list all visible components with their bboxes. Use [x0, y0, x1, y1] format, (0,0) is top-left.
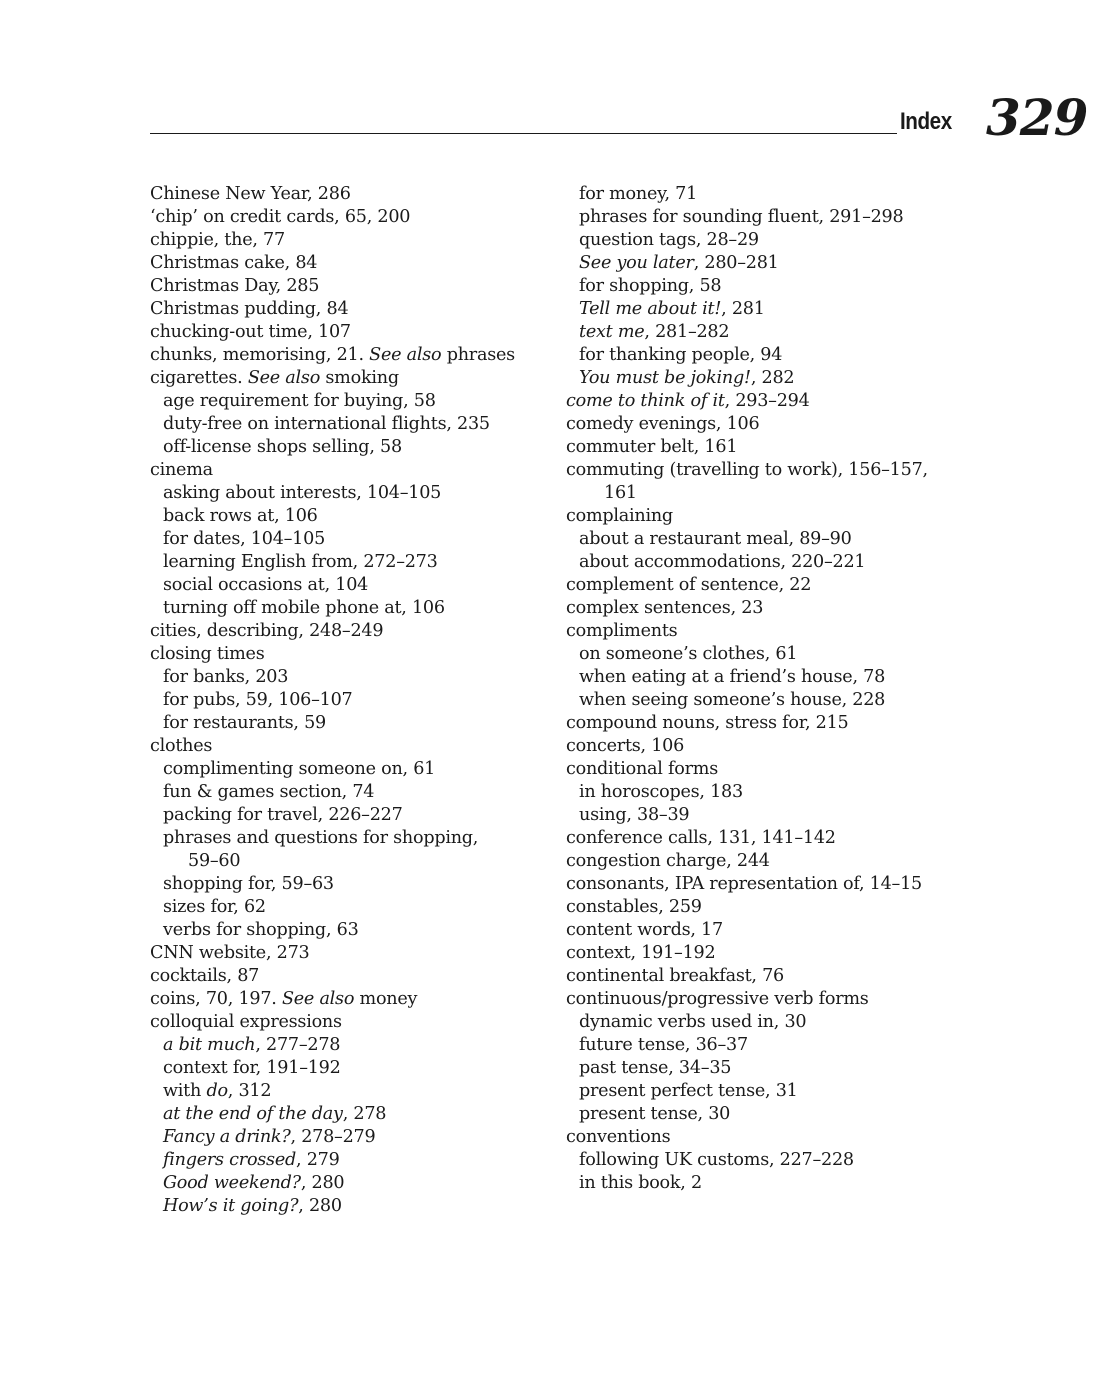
index-entry-text: chippie, the, 77 — [150, 230, 285, 250]
index-entry-text: , 280 — [300, 1173, 345, 1193]
index-main-entry — [150, 321, 550, 344]
header-rule — [150, 133, 897, 134]
index-entry-text: Good weekend? — [163, 1173, 301, 1193]
index-entry-text: age requirement for buying, 58 — [163, 391, 436, 411]
index-main-entry — [150, 298, 550, 321]
index-entry-text: concerts, 106 — [566, 736, 685, 756]
index-entry-text: for pubs, 59, 106–107 — [163, 690, 353, 710]
index-entry-text: Christmas cake, 84 — [150, 253, 318, 273]
index-entry-text: CNN website, 273 — [150, 943, 310, 963]
index-entry-text: cocktails, 87 — [150, 966, 260, 986]
index-main-entry — [566, 896, 986, 919]
index-main-entry — [566, 597, 986, 620]
index-entry-text: money — [354, 989, 418, 1009]
index-entry-text: phrases for sounding fluent, 291–298 — [579, 207, 904, 227]
index-main-entry — [566, 1126, 986, 1149]
index-subentry — [566, 551, 986, 574]
index-entry-text: do — [206, 1081, 228, 1101]
index-entry-text: Christmas Day, 285 — [150, 276, 320, 296]
index-subentry — [566, 804, 986, 827]
index-entry-text: dynamic verbs used in, 30 — [579, 1012, 807, 1032]
index-subentry — [150, 390, 550, 413]
index-subentry — [566, 321, 986, 344]
index-entry-text: text me — [579, 322, 645, 342]
index-main-entry — [150, 367, 550, 390]
index-subentry — [150, 1034, 550, 1057]
index-main-entry — [150, 942, 550, 965]
index-entry-text: for shopping, 58 — [579, 276, 722, 296]
index-entry-text: compliments — [566, 621, 678, 641]
index-subentry — [566, 1011, 986, 1034]
index-main-entry — [566, 459, 986, 482]
index-entry-text: context for, 191–192 — [163, 1058, 341, 1078]
index-main-entry — [566, 758, 986, 781]
index-entry-text: complaining — [566, 506, 673, 526]
index-entry-continuation — [566, 482, 986, 505]
index-entry-text: , 312 — [227, 1081, 272, 1101]
index-main-entry — [150, 183, 550, 206]
index-entry-text: , 279 — [296, 1150, 340, 1170]
index-entry-text: , 282 — [750, 368, 795, 388]
index-main-entry — [566, 390, 986, 413]
index-entry-text: , 277–278 — [255, 1035, 341, 1055]
index-main-entry — [150, 965, 550, 988]
index-subentry — [566, 367, 986, 390]
index-entry-text: commuting (travelling to work), 156–157, — [566, 460, 928, 480]
index-entry-text: clothes — [150, 736, 213, 756]
index-entry-text: in horoscopes, 183 — [579, 782, 743, 802]
index-entry-text: , 281–282 — [644, 322, 730, 342]
index-main-entry — [566, 988, 986, 1011]
index-main-entry — [150, 252, 550, 275]
index-entry-text: for dates, 104–105 — [163, 529, 326, 549]
index-subentry — [150, 919, 550, 942]
index-main-entry — [150, 344, 550, 367]
index-entry-text: back rows at, 106 — [163, 506, 318, 526]
index-subentry — [566, 689, 986, 712]
index-main-entry — [150, 275, 550, 298]
index-entry-text: present tense, 30 — [579, 1104, 731, 1124]
index-entry-text: shopping for, 59–63 — [163, 874, 334, 894]
index-entry-text: past tense, 34–35 — [579, 1058, 732, 1078]
index-entry-text: turning off mobile phone at, 106 — [163, 598, 445, 618]
index-subentry — [150, 781, 550, 804]
index-subentry — [150, 689, 550, 712]
index-subentry — [150, 1149, 550, 1172]
index-entry-text: , 280–281 — [693, 253, 779, 273]
index-main-entry — [566, 574, 986, 597]
index-subentry — [150, 413, 550, 436]
index-subentry — [566, 528, 986, 551]
index-entry-text: present perfect tense, 31 — [579, 1081, 798, 1101]
index-entry-text: about a restaurant meal, 89–90 — [579, 529, 852, 549]
index-subentry — [566, 206, 986, 229]
index-entry-text: using, 38–39 — [579, 805, 690, 825]
index-subentry — [566, 1057, 986, 1080]
index-subentry — [566, 781, 986, 804]
index-entry-text: off-license shops selling, 58 — [163, 437, 402, 457]
index-entry-text: 161 — [604, 483, 637, 503]
index-entry-text: cities, describing, 248–249 — [150, 621, 384, 641]
index-entry-text: complex sentences, 23 — [566, 598, 764, 618]
index-entry-text: chucking-out time, 107 — [150, 322, 351, 342]
index-subentry — [150, 1126, 550, 1149]
index-entry-text: cigarettes. — [150, 368, 248, 388]
index-subentry — [566, 252, 986, 275]
index-entry-text: continental breakfast, 76 — [566, 966, 784, 986]
index-entry-text: in this book, 2 — [579, 1173, 702, 1193]
index-entry-text: learning English from, 272–273 — [163, 552, 438, 572]
index-entry-text: coins, 70, 197. — [150, 989, 282, 1009]
index-entry-text: question tags, 28–29 — [579, 230, 759, 250]
index-subentry — [150, 666, 550, 689]
index-entry-text: , 280 — [298, 1196, 342, 1216]
index-main-entry — [150, 229, 550, 252]
index-entry-text: See also — [247, 368, 321, 388]
index-subentry — [566, 1149, 986, 1172]
index-entry-text: cinema — [150, 460, 213, 480]
index-entry-text: comedy evenings, 106 — [566, 414, 760, 434]
index-entry-text: for money, 71 — [579, 184, 698, 204]
index-entry-text: following UK customs, 227–228 — [579, 1150, 854, 1170]
index-entry-text: , 278–279 — [290, 1127, 376, 1147]
index-main-entry — [150, 206, 550, 229]
index-main-entry — [566, 919, 986, 942]
index-entry-text: asking about interests, 104–105 — [163, 483, 442, 503]
index-main-entry — [566, 735, 986, 758]
index-entry-text: consonants, IPA representation of, 14–15 — [566, 874, 922, 894]
index-entry-text: You must be joking! — [579, 368, 751, 388]
index-entry-text: closing times — [150, 644, 265, 664]
index-entry-text: conference calls, 131, 141–142 — [566, 828, 836, 848]
index-subentry — [566, 1172, 986, 1195]
index-entry-text: , 293–294 — [724, 391, 810, 411]
index-entry-text: for restaurants, 59 — [163, 713, 327, 733]
index-subentry — [150, 551, 550, 574]
index-main-entry — [150, 459, 550, 482]
index-entry-text: sizes for, 62 — [163, 897, 266, 917]
index-main-entry — [566, 850, 986, 873]
index-subentry — [566, 298, 986, 321]
index-main-entry — [566, 965, 986, 988]
index-entry-text: See also — [281, 989, 355, 1009]
index-entry-text: , 278 — [342, 1104, 387, 1124]
index-entry-text: fingers crossed — [163, 1150, 297, 1170]
index-subentry — [150, 873, 550, 896]
index-entry-text: See also — [369, 345, 442, 365]
index-entry-text: smoking — [320, 368, 399, 388]
index-main-entry — [566, 942, 986, 965]
index-entry-continuation — [150, 850, 550, 873]
index-column-left — [150, 183, 550, 1218]
index-entry-text: , 281 — [721, 299, 765, 319]
index-entry-text: when eating at a friend’s house, 78 — [579, 667, 886, 687]
index-entry-text: See you later — [579, 253, 694, 273]
index-entry-text: conventions — [566, 1127, 671, 1147]
running-header-title: Index — [900, 108, 952, 135]
index-subentry — [150, 436, 550, 459]
index-subentry — [566, 666, 986, 689]
index-subentry — [150, 804, 550, 827]
index-entry-text: phrases — [441, 345, 515, 365]
index-subentry — [150, 712, 550, 735]
index-entry-text: congestion charge, 244 — [566, 851, 770, 871]
index-entry-text: constables, 259 — [566, 897, 702, 917]
index-entry-text: context, 191–192 — [566, 943, 716, 963]
index-entry-text: compound nouns, stress for, 215 — [566, 713, 849, 733]
index-subentry — [150, 1080, 550, 1103]
index-subentry — [150, 482, 550, 505]
index-subentry — [566, 1103, 986, 1126]
index-entry-text: social occasions at, 104 — [163, 575, 369, 595]
index-entry-text: 59–60 — [188, 851, 241, 871]
index-entry-text: commuter belt, 161 — [566, 437, 738, 457]
index-entry-text: complement of sentence, 22 — [566, 575, 812, 595]
index-entry-text: Chinese New Year, 286 — [150, 184, 351, 204]
index-subentry — [150, 597, 550, 620]
index-entry-text: Fancy a drink? — [163, 1127, 291, 1147]
index-entry-text: duty-free on international flights, 235 — [163, 414, 490, 434]
index-entry-text: phrases and questions for shopping, — [163, 828, 479, 848]
index-entry-text: verbs for shopping, 63 — [163, 920, 359, 940]
index-entry-text: complimenting someone on, 61 — [163, 759, 436, 779]
index-subentry — [150, 505, 550, 528]
index-entry-text: continuous/progressive verb forms — [566, 989, 869, 1009]
index-main-entry — [150, 735, 550, 758]
index-subentry — [150, 528, 550, 551]
index-subentry — [150, 1195, 550, 1218]
index-entry-text: at the end of the day — [163, 1104, 343, 1124]
index-entry-text: with — [163, 1081, 207, 1101]
index-main-entry — [566, 413, 986, 436]
index-subentry — [566, 1034, 986, 1057]
index-entry-text: chunks, memorising, 21. — [150, 345, 370, 365]
index-entry-text: for banks, 203 — [163, 667, 289, 687]
index-column-right — [566, 183, 986, 1195]
index-entry-text: Christmas pudding, 84 — [150, 299, 349, 319]
index-entry-text: when seeing someone’s house, 228 — [579, 690, 886, 710]
index-subentry — [150, 1172, 550, 1195]
index-subentry — [566, 344, 986, 367]
index-main-entry — [150, 1011, 550, 1034]
index-subentry — [150, 1103, 550, 1126]
index-main-entry — [566, 436, 986, 459]
index-entry-text: fun & games section, 74 — [163, 782, 375, 802]
index-main-entry — [150, 620, 550, 643]
index-subentry — [566, 183, 986, 206]
index-subentry — [150, 896, 550, 919]
index-entry-text: Tell me about it! — [579, 299, 722, 319]
index-main-entry — [566, 873, 986, 896]
index-entry-text: How’s it going? — [163, 1196, 299, 1216]
index-entry-text: ‘chip’ on credit cards, 65, 200 — [150, 207, 411, 227]
index-main-entry — [566, 505, 986, 528]
index-entry-text: colloquial expressions — [150, 1012, 342, 1032]
index-entry-text: a bit much — [163, 1035, 256, 1055]
index-entry-text: future tense, 36–37 — [579, 1035, 748, 1055]
index-entry-text: come to think of it — [566, 391, 725, 411]
index-subentry — [566, 643, 986, 666]
index-main-entry — [566, 620, 986, 643]
index-subentry — [566, 275, 986, 298]
index-entry-text: on someone’s clothes, 61 — [579, 644, 798, 664]
index-main-entry — [150, 643, 550, 666]
index-subentry — [566, 1080, 986, 1103]
page-number: 329 — [986, 88, 1088, 147]
index-main-entry — [150, 988, 550, 1011]
index-main-entry — [566, 827, 986, 850]
index-subentry — [150, 574, 550, 597]
index-entry-text: content words, 17 — [566, 920, 723, 940]
index-entry-text: conditional forms — [566, 759, 718, 779]
index-subentry — [566, 229, 986, 252]
index-subentry — [150, 1057, 550, 1080]
index-entry-text: for thanking people, 94 — [579, 345, 783, 365]
index-main-entry — [566, 712, 986, 735]
index-entry-text: about accommodations, 220–221 — [579, 552, 866, 572]
index-entry-text: packing for travel, 226–227 — [163, 805, 403, 825]
index-subentry — [150, 758, 550, 781]
index-subentry — [150, 827, 550, 850]
